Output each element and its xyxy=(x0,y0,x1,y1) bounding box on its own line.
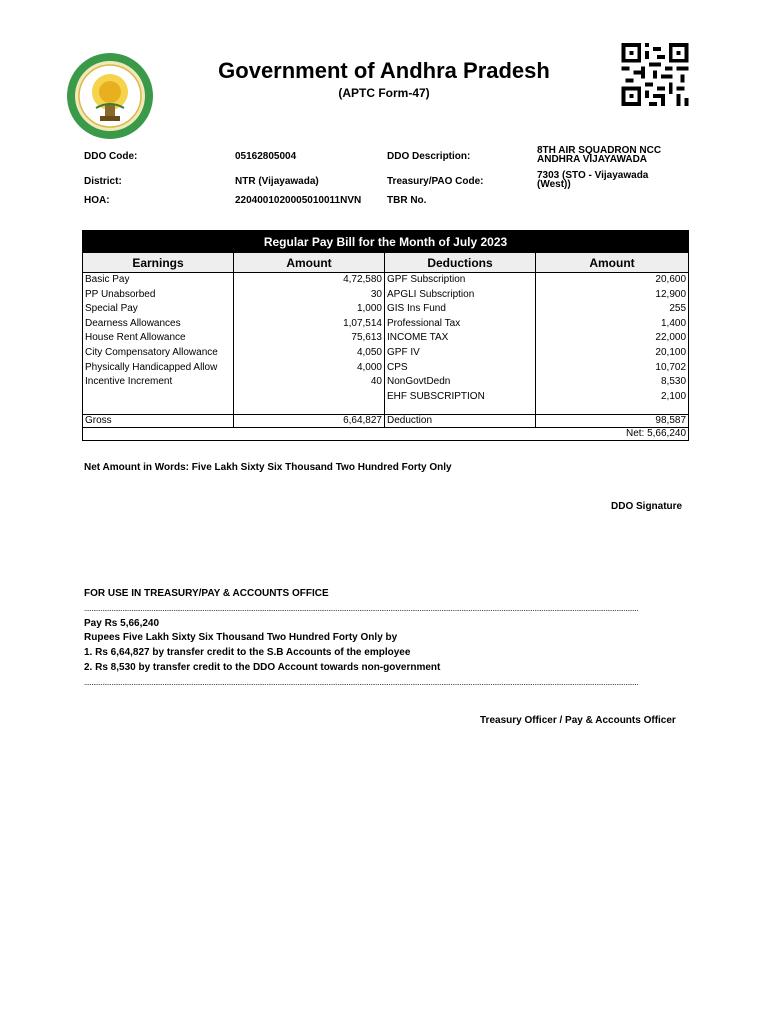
earning-amount: 30 xyxy=(370,288,382,300)
earning-amount: 4,050 xyxy=(356,346,382,358)
deductions-amounts xyxy=(536,273,689,415)
earnings-amount-header: Amount xyxy=(234,253,385,273)
pay-amount-words: Rupees Five Lakh Sixty Six Thousand Two Hundred Forty Only by xyxy=(84,632,398,643)
earning-name: Physically Handicapped Allow xyxy=(85,361,218,373)
earning-name: Incentive Increment xyxy=(85,376,173,388)
form-subtitle: (APTC Form-47) xyxy=(338,86,430,100)
deduction-name: GPF Subscription xyxy=(387,274,466,285)
page-title: Government of Andhra Pradesh xyxy=(218,58,550,83)
transfer-line-2: 2. Rs 8,530 by transfer credit to the DDO Account towards non-government xyxy=(84,662,441,673)
deductions-names xyxy=(385,273,536,415)
earning-name: Special Pay xyxy=(85,303,138,315)
deduction-name: GPF IV xyxy=(387,346,420,358)
deduction-amount: 8,530 xyxy=(660,376,687,388)
net-amount: Net: 5,66,240 xyxy=(83,428,689,441)
deductions-header: Deductions xyxy=(385,253,536,273)
earnings-header: Earnings xyxy=(83,253,234,273)
deduction-amount: 255 xyxy=(669,303,687,315)
ddo-description-value: 8TH AIR SQUADRON NCC ANDHRA VIJAYAWADA xyxy=(537,145,662,165)
deduction-total-label: Deduction xyxy=(385,415,536,428)
earning-name: House Rent Allowance xyxy=(85,332,186,344)
treasury-code-label: Treasury/PAO Code: xyxy=(387,176,484,187)
earnings-names xyxy=(83,273,234,415)
deduction-name: INCOME TAX xyxy=(387,332,449,344)
earnings-amounts xyxy=(234,273,385,415)
earning-name: City Compensatory Allowance xyxy=(85,346,218,358)
dotted-divider: ................................................................................................................................................................................................................................................................................................................ xyxy=(84,604,639,613)
district-label: District: xyxy=(84,176,122,187)
dotted-divider: ................................................................................................................................................................................................................................................................................................................ xyxy=(84,678,639,687)
pay-amount: Pay Rs 5,66,240 xyxy=(84,618,160,629)
hoa-label: HOA: xyxy=(84,195,110,206)
deduction-name: EHF SUBSCRIPTION xyxy=(387,390,485,402)
bill-heading: Regular Pay Bill for the Month of July 2023 xyxy=(83,231,689,253)
earning-name: Basic Pay xyxy=(85,274,130,285)
deduction-name: Professional Tax xyxy=(387,317,461,329)
hoa-value: 2204001020005010011NVN xyxy=(235,195,362,206)
deduction-amount: 20,600 xyxy=(655,274,687,285)
earning-amount: 40 xyxy=(370,376,382,388)
transfer-line-1: 1. Rs 6,64,827 by transfer credit to the S.B Accounts of the employee xyxy=(84,647,411,658)
treasury-code-value: 7303 (STO - Vijayawada (West)) xyxy=(537,170,649,190)
qr-code-icon xyxy=(621,43,689,106)
pay-bill-table xyxy=(82,230,689,441)
deduction-amount: 1,400 xyxy=(660,317,687,329)
ddo-code-label: DDO Code: xyxy=(84,151,138,162)
district-value: NTR (Vijayawada) xyxy=(235,176,319,187)
deduction-amount: 12,900 xyxy=(655,288,687,300)
earning-name: PP Unabsorbed xyxy=(85,288,156,300)
earning-amount: 1,000 xyxy=(356,303,382,315)
earning-amount: 4,72,580 xyxy=(343,274,382,285)
earning-amount: 75,613 xyxy=(351,332,382,344)
deduction-name: CPS xyxy=(387,361,408,373)
deduction-amount: 2,100 xyxy=(660,390,687,402)
ddo-signature: DDO Signature xyxy=(611,501,683,512)
deduction-name: APGLI Subscription xyxy=(387,288,475,300)
deduction-name: NonGovtDedn xyxy=(387,376,451,388)
deduction-total-value: 98,587 xyxy=(536,415,689,428)
deduction-amount: 10,702 xyxy=(655,361,687,373)
ddo-description-label: DDO Description: xyxy=(387,151,471,162)
deduction-name: GIS Ins Fund xyxy=(387,303,446,315)
deduction-amount: 22,000 xyxy=(655,332,687,344)
earning-name: Dearness Allowances xyxy=(85,317,181,329)
earning-amount: 4,000 xyxy=(356,361,382,373)
deduction-amount: 20,100 xyxy=(655,346,687,358)
treasury-section-heading: FOR USE IN TREASURY/PAY & ACCOUNTS OFFICE xyxy=(84,588,329,599)
gross-value: 6,64,827 xyxy=(234,415,385,428)
tbr-label: TBR No. xyxy=(387,195,427,206)
gross-label: Gross xyxy=(83,415,234,428)
net-amount-words: Net Amount in Words: Five Lakh Sixty Six Thousand Two Hundred Forty Only xyxy=(84,462,452,473)
deductions-amount-header: Amount xyxy=(536,253,689,273)
treasury-officer-signature: Treasury Officer / Pay & Accounts Officer xyxy=(480,715,676,726)
earning-amount: 1,07,514 xyxy=(343,317,382,329)
ddo-code-value: 05162805004 xyxy=(235,151,297,162)
